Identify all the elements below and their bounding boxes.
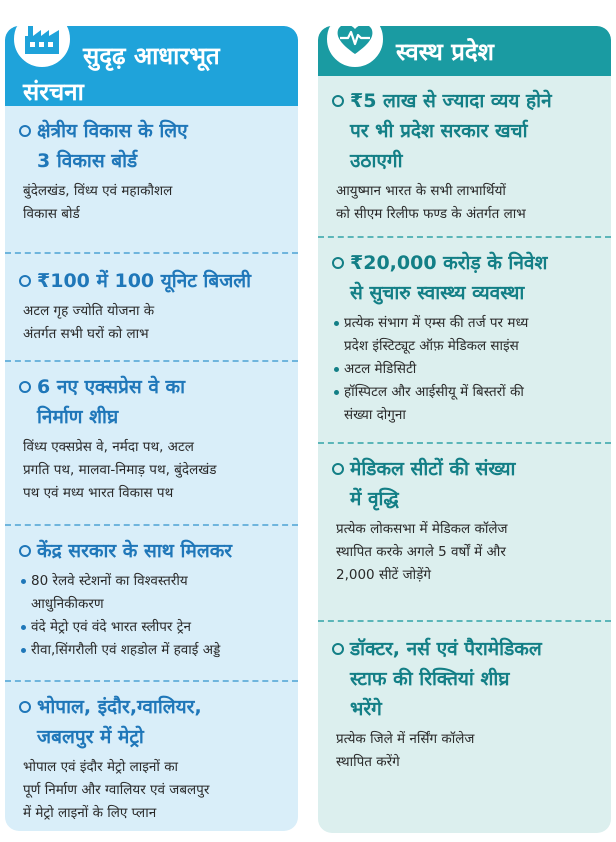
health-panel (318, 26, 611, 833)
section-title-line: क्षेत्रीय विकास के लिए (37, 120, 188, 142)
circle-bullet-icon (332, 95, 344, 107)
section-title (332, 86, 601, 176)
list-item (332, 381, 601, 427)
section-expressways (5, 360, 298, 524)
section-title-line: 3 विकास बोर्ड (37, 150, 138, 172)
title-line: सुदृढ़ आधारभूत (83, 42, 220, 70)
list-item (332, 358, 601, 381)
section-title-line: डॉक्टर, नर्स एवं पैरामेडिकल (350, 638, 542, 660)
body-line: अंतर्गत सभी घरों को लाभ (23, 326, 149, 342)
bullet-list (19, 570, 288, 662)
health-title: स्वस्थ प्रदेश (396, 38, 494, 66)
body-line: को सीएम रिलीफ फण्ड के अंतर्गत लाभ (336, 206, 526, 222)
body-line: स्थापित करेंगे (336, 754, 400, 770)
section-staff-vacancies (318, 620, 611, 774)
body-line: भोपाल एवं इंदौर मेट्रो लाइनों का (23, 759, 179, 775)
circle-bullet-icon (332, 257, 344, 269)
body-line: 2,000 सीटें जोड़ेंगे (336, 567, 431, 583)
body-line: प्रत्येक लोकसभा में मेडिकल कॉलेज (336, 521, 508, 537)
section-title (332, 454, 601, 514)
section-body (332, 180, 601, 226)
bullet-line: हॉस्पिटल और आईसीयू में बिस्तरों की (344, 384, 524, 400)
body-line: विकास बोर्ड (23, 206, 80, 222)
bullet-line: अटल मेडिसिटी (344, 361, 417, 377)
section-title-line: ₹20,000 करोड़ के निवेश (350, 252, 548, 274)
section-cm-relief (318, 76, 611, 236)
bullet-line: संख्या दोगुना (344, 407, 406, 423)
section-medical-seats (318, 442, 611, 620)
section-title-line: से सुचारु स्वास्थ्य व्यवस्था (350, 282, 525, 304)
section-body (19, 180, 288, 226)
list-item (332, 312, 601, 358)
section-title-line: भोपाल, इंदौर,ग्वालियर, (37, 696, 202, 718)
section-body (332, 518, 601, 587)
section-health-investment (318, 236, 611, 442)
list-item (19, 616, 288, 639)
bullet-line: आधुनिकीकरण (31, 596, 104, 612)
infrastructure-panel (5, 26, 298, 831)
body-line: प्रगति पथ, मालवा-निमाड़ पथ, बुंदेलखंड (23, 462, 217, 478)
body-line: में मेट्रो लाइनों के लिए प्लान (23, 805, 157, 821)
bullet-line: वंदे मेट्रो एवं वंदे भारत स्लीपर ट्रेन (31, 619, 192, 635)
circle-bullet-icon (332, 463, 344, 475)
section-title (19, 536, 288, 566)
section-title-line: ₹5 लाख से ज्यादा व्यय होने (350, 90, 552, 112)
bullet-line: प्रत्येक संभाग में एम्स की तर्ज पर मध्य (344, 315, 529, 331)
bullet-line: प्रदेश इंस्टिट्यूट ऑफ़ मेडिकल साइंस (344, 338, 519, 354)
section-title-line: जबलपुर में मेट्रो (37, 726, 144, 748)
body-line: पथ एवं मध्य भारत विकास पथ (23, 485, 174, 501)
section-title-line: 6 नए एक्सप्रेस वे का (37, 376, 186, 398)
section-title-line: स्टाफ की रिक्तियां शीघ्र (350, 668, 510, 690)
section-title-line: निर्माण शीघ्र (37, 406, 119, 428)
section-title (332, 634, 601, 724)
section-title (19, 116, 288, 176)
body-line: विंध्य एक्सप्रेस वे, नर्मदा पथ, अटल (23, 439, 194, 455)
body-line: अटल गृह ज्योति योजना के (23, 303, 155, 319)
bullet-line: 80 रेलवे स्टेशनों का विश्वस्तरीय (31, 573, 188, 589)
section-electricity (5, 252, 298, 360)
circle-bullet-icon (19, 545, 31, 557)
body-line: बुंदेलखंड, विंध्य एवं महाकौशल (23, 183, 173, 199)
section-body (332, 728, 601, 774)
section-title (19, 372, 288, 432)
circle-bullet-icon (19, 701, 31, 713)
list-item (19, 639, 288, 662)
section-title (19, 266, 288, 296)
section-title-line: पर भी प्रदेश सरकार खर्चा (350, 120, 528, 142)
section-body (19, 436, 288, 505)
bullet-line: रीवा,सिंगरौली एवं शहडोल में हवाई अड्डे (31, 642, 221, 658)
section-body (19, 300, 288, 346)
body-line: प्रत्येक जिले में नर्सिंग कॉलेज (336, 731, 475, 747)
section-title-line: भरेंगे (350, 698, 382, 720)
section-title-line: केंद्र सरकार के साथ मिलकर (37, 540, 233, 562)
section-title-line: ₹100 में 100 यूनिट बिजली (37, 270, 252, 292)
section-title (332, 248, 601, 308)
section-title-line: में वृद्धि (350, 488, 399, 510)
section-central-govt (5, 524, 298, 680)
body-line: स्थापित करके अगले 5 वर्षों में और (336, 544, 506, 560)
section-regional-boards (5, 106, 298, 252)
bullet-list (332, 312, 601, 427)
circle-bullet-icon (19, 381, 31, 393)
section-body (19, 756, 288, 825)
circle-bullet-icon (19, 275, 31, 287)
infrastructure-title (23, 38, 290, 110)
section-metro (5, 680, 298, 825)
body-line: पूर्ण निर्माण और ग्वालियर एवं जबलपुर (23, 782, 210, 798)
circle-bullet-icon (19, 125, 31, 137)
section-title (19, 692, 288, 752)
list-item (19, 570, 288, 616)
section-title-line: उठाएगी (350, 150, 403, 172)
body-line: आयुष्मान भारत के सभी लाभार्थियों (336, 183, 506, 199)
title-line: संरचना (23, 78, 84, 106)
section-title-line: मेडिकल सीटों की संख्या (350, 458, 516, 480)
circle-bullet-icon (332, 643, 344, 655)
